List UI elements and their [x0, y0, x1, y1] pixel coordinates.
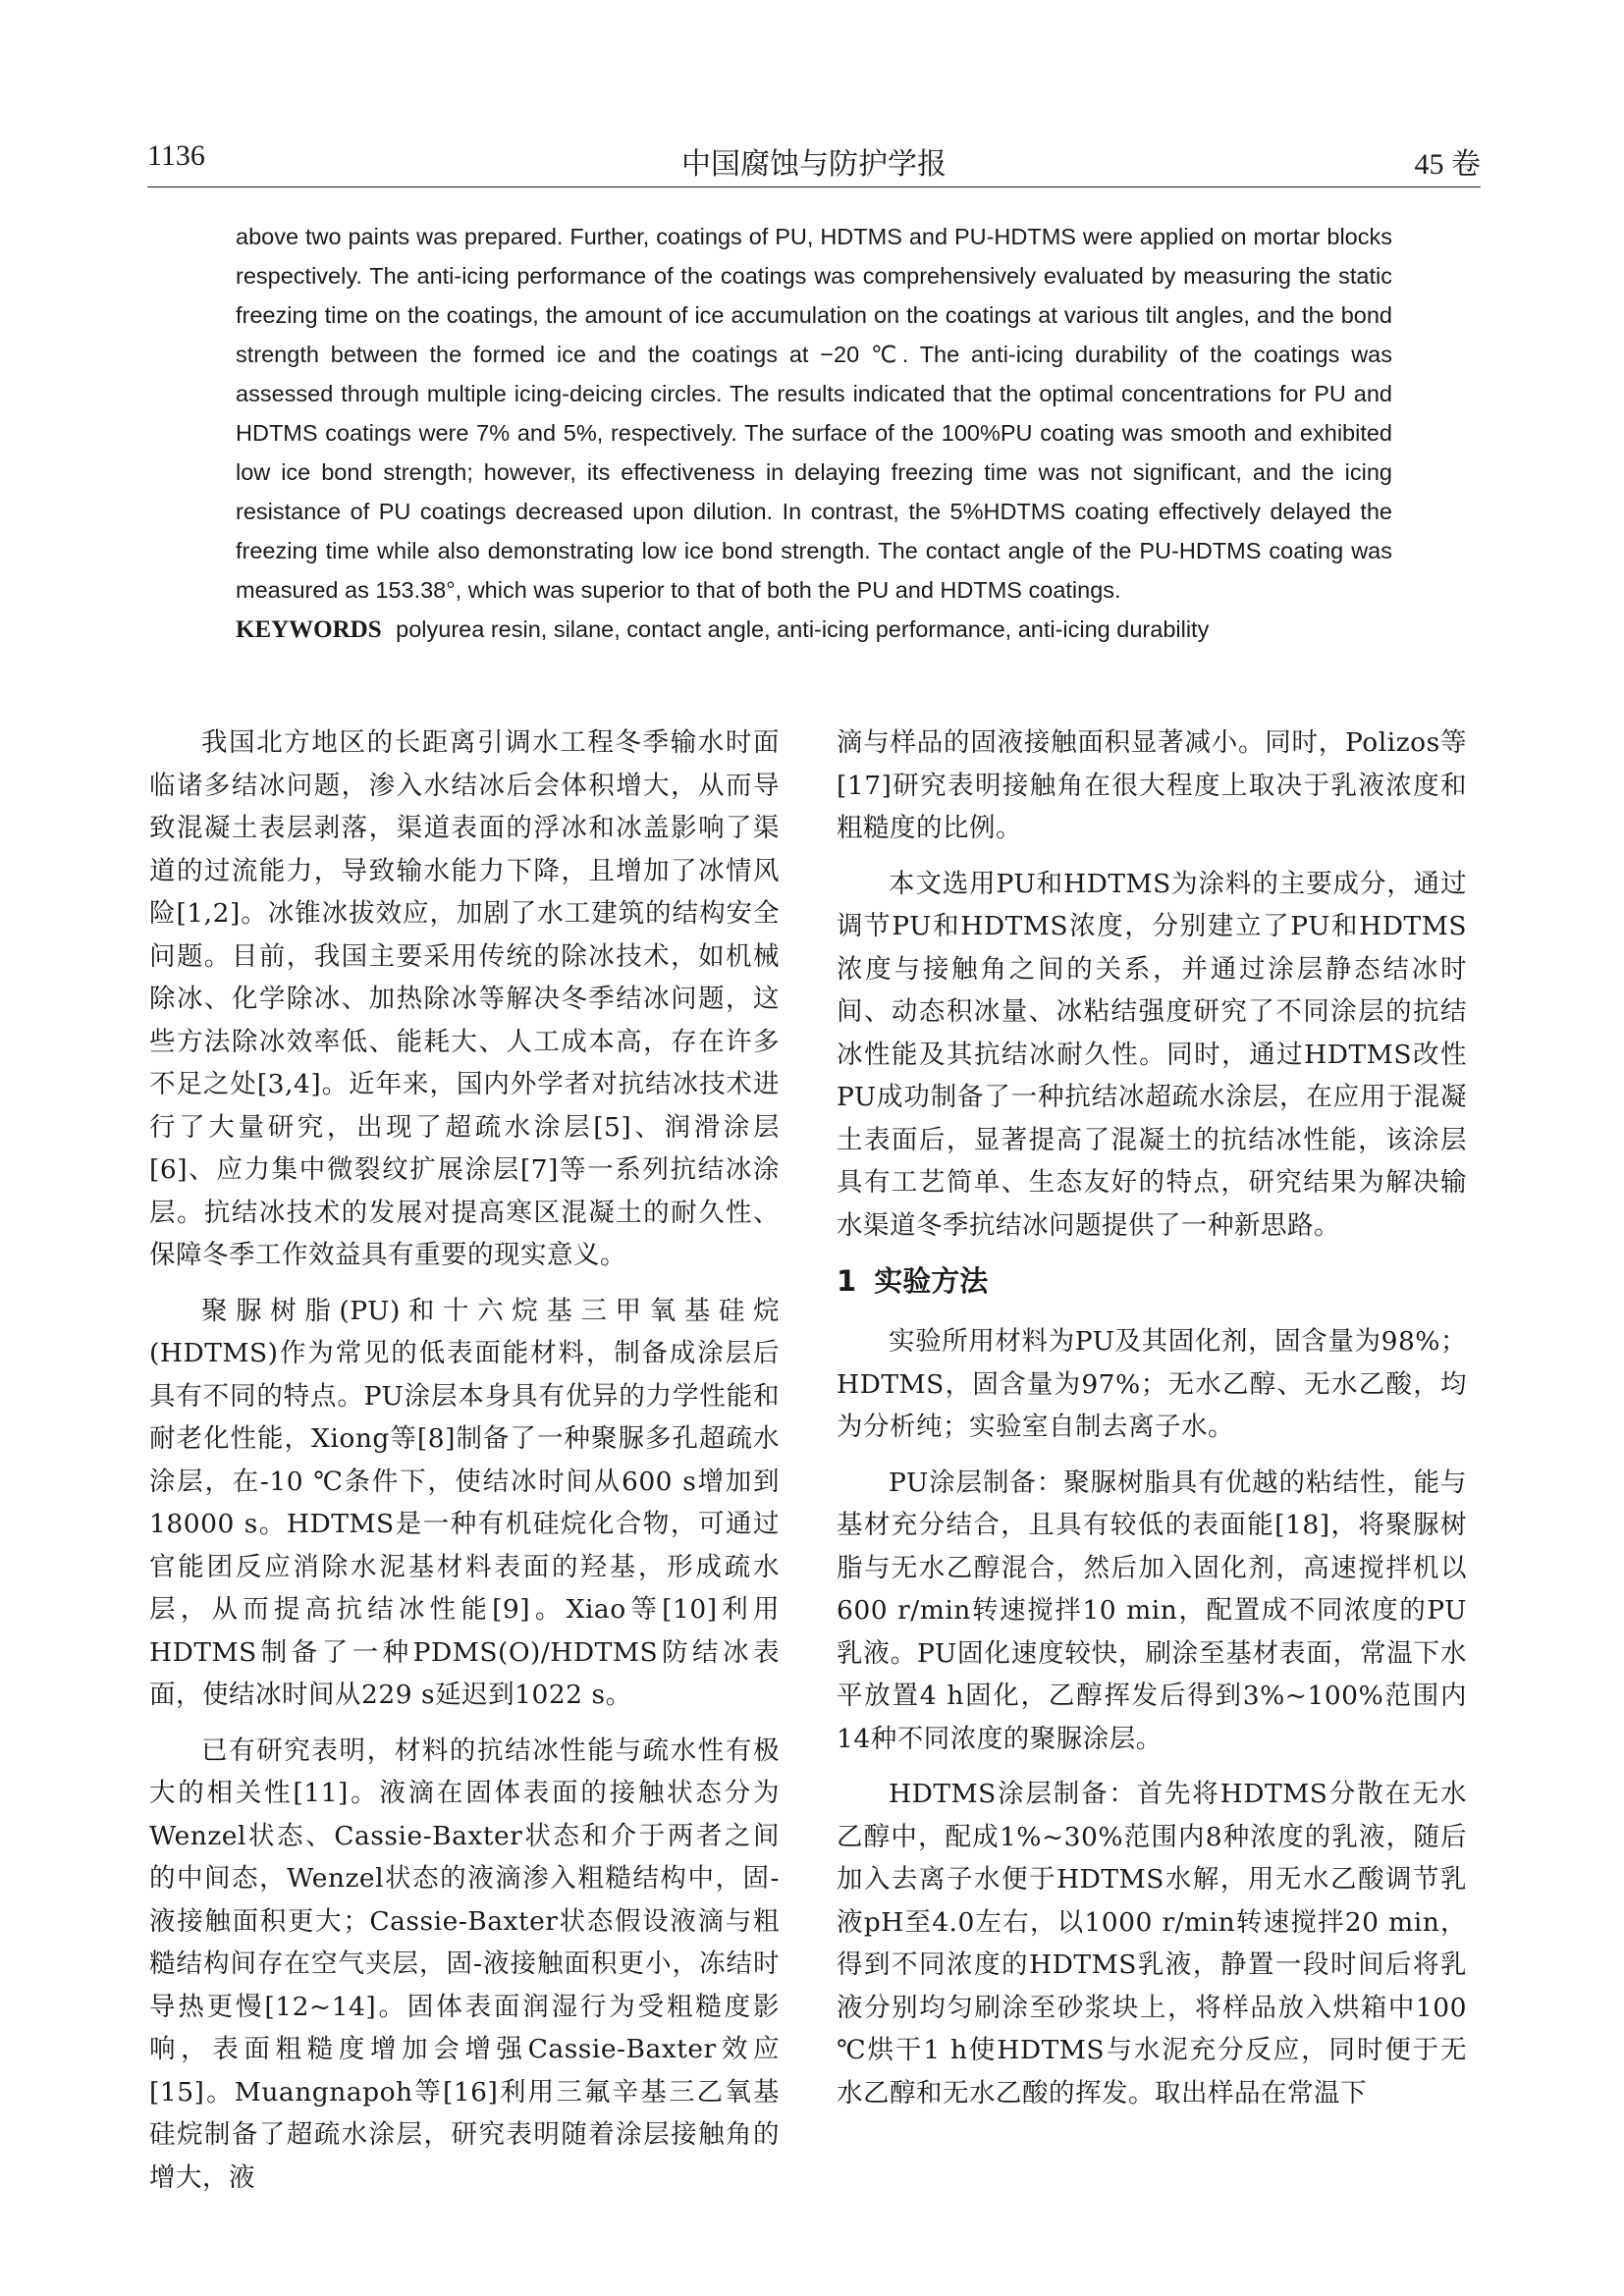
english-abstract [236, 217, 1392, 650]
page-number: 1136 [147, 139, 205, 172]
body-paragraph: HDTMS涂层制备：首先将HDTMS分散在无水乙醇中，配成1%~30%范围内8种浓度的乳液，随后加入去离子水便于HDTMS水解，用无水乙酸调节乳液pH至4.0左右，以1000 r/min转速搅拌20 min，得到不同浓度的HDTMS乳液，静置一段时间后将乳液分别均匀刷涂至砂浆块上，将样品放入烘箱中100 ℃烘干1 h使HDTMS与水泥充分反应，同时便于无水乙醇和无水乙酸的挥发。取出样品在常温下 [837, 1779, 1467, 2109]
right-column [837, 721, 1467, 2127]
keywords-label: KEYWORDS [236, 616, 382, 643]
body-paragraph: 已有研究表明，材料的抗结冰性能与疏水性有极大的相关性[11]。液滴在固体表面的接触状态分为Wenzel状态、Cassie-Baxter状态和介于两者之间的中间态，Wenzel状态的液滴渗入粗糙结构中，固-液接触面积更大；Cassie-Baxter状态假设液滴与粗糙结构间存在空气夹层，固-液接触面积更小，冻结时导热更慢[12~14]。固体表面润湿行为受粗糙度影响，表面粗糙度增加会增强Cassie-Baxter效应[15]。Muangnapoh等[16]利用三氟辛基三乙氧基硅烷制备了超疏水涂层，研究表明随着涂层接触角的增大，液 [149, 1735, 780, 2193]
section-title: 实验方法 [874, 1264, 989, 1298]
abstract-text: above two paints was prepared. Further, coatings of PU, HDTMS and PU-HDTMS were applied on mortar blocks respectively. The anti-icing performance of the coatings was comprehensively evaluated by measuring the static freezing time on the coatings, the amount of ice accumulation on the coatings at various tilt angles, and the bond strength between the formed ice and the coatings at −20 ℃. The anti-icing durability of the coatings was assessed through multiple icing-deicing circles. The results indicated that the optimal concentrations for PU and HDTMS coatings were 7% and 5%, respectively. The surface of the 100%PU coating was smooth and exhibited low ice bond strength; however, its effectiveness in delaying freezing time was not significant, and the icing resistance of PU coatings decreased upon dilution. In contrast, the 5%HDTMS coating effectively delayed the freezing time while also demonstrating low ice bond strength. The contact angle of the PU-HDTMS coating was measured as 153.38°, which was superior to that of both the PU and HDTMS coatings. [236, 224, 1392, 603]
body-paragraph: 滴与样品的固液接触面积显著减小。同时，Polizos等[17]研究表明接触角在很大程度上取决于乳液浓度和粗糙度的比例。 [837, 727, 1467, 843]
keywords-text: polyurea resin, silane, contact angle, anti-icing performance, anti-icing durability [396, 616, 1210, 642]
keywords-line [236, 610, 1392, 650]
body-paragraph: 实验所用材料为PU及其固化剂，固含量为98%；HDTMS，固含量为97%；无水乙醇、无水乙酸，均为分析纯；实验室自制去离子水。 [837, 1326, 1467, 1442]
section-heading [837, 1259, 1467, 1303]
body-paragraph: 本文选用PU和HDTMS为涂料的主要成分，通过调节PU和HDTMS浓度，分别建立了PU和HDTMS浓度与接触角之间的关系，并通过涂层静态结冰时间、动态积冰量、冰粘结强度研究了不同涂层的抗结冰性能及其抗结冰耐久性。同时，通过HDTMS改性PU成功制备了一种抗结冰超疏水涂层，在应用于混凝土表面后，显著提高了混凝土的抗结冰性能，该涂层具有工艺简单、生态友好的特点，研究结果为解决输水渠道冬季抗结冰问题提供了一种新思路。 [837, 868, 1467, 1241]
body-paragraph: 我国北方地区的长距离引调水工程冬季输水时面临诸多结冰问题，渗入水结冰后会体积增大，从而导致混凝土表层剥落，渠道表面的浮冰和冰盖影响了渠道的过流能力，导致输水能力下降，且增加了冰情风险[1,2]。冰锥冰拔效应，加剧了水工建筑的结构安全问题。目前，我国主要采用传统的除冰技术，如机械除冰、化学除冰、加热除冰等解决冬季结冰问题，这些方法除冰效率低、能耗大、人工成本高，存在许多不足之处[3,4]。近年来，国内外学者对抗结冰技术进行了大量研究，出现了超疏水涂层[5]、润滑涂层[6]、应力集中微裂纹扩展涂层[7]等一系列抗结冰涂层。抗结冰技术的发展对提高寒区混凝土的耐久性、保障冬季工作效益具有重要的现实意义。 [149, 727, 780, 1270]
body-paragraph: 聚脲树脂(PU)和十六烷基三甲氧基硅烷(HDTMS)作为常见的低表面能材料，制备成涂层后具有不同的特点。PU涂层本身具有优异的力学性能和耐老化性能，Xiong等[8]制备了一种聚脲多孔超疏水涂层，在-10 ℃条件下，使结冰时间从600 s增加到18000 s。HDTMS是一种有机硅烷化合物，可通过官能团反应消除水泥基材料表面的羟基，形成疏水层，从而提高抗结冰性能[9]。Xiao等[10]利用HDTMS制备了一种PDMS(O)/HDTMS防结冰表面，使结冰时间从229 s延迟到1022 s。 [149, 1295, 780, 1710]
body-paragraph: PU涂层制备：聚脲树脂具有优越的粘结性，能与基材充分结合，且具有较低的表面能[18]，将聚脲树脂与无水乙醇混合，然后加入固化剂，高速搅拌机以600 r/min转速搅拌10 min，配置成不同浓度的PU乳液。PU固化速度较快，刷涂至基材表面，常温下水平放置4 h固化，乙醇挥发后得到3%~100%范围内14种不同浓度的聚脲涂层。 [837, 1467, 1467, 1754]
volume-label: 45 卷 [1414, 148, 1481, 181]
left-column [149, 721, 780, 2212]
running-header [147, 135, 1481, 181]
section-number: 1 [837, 1264, 857, 1298]
journal-title: 中国腐蚀与防护学报 [681, 148, 947, 181]
